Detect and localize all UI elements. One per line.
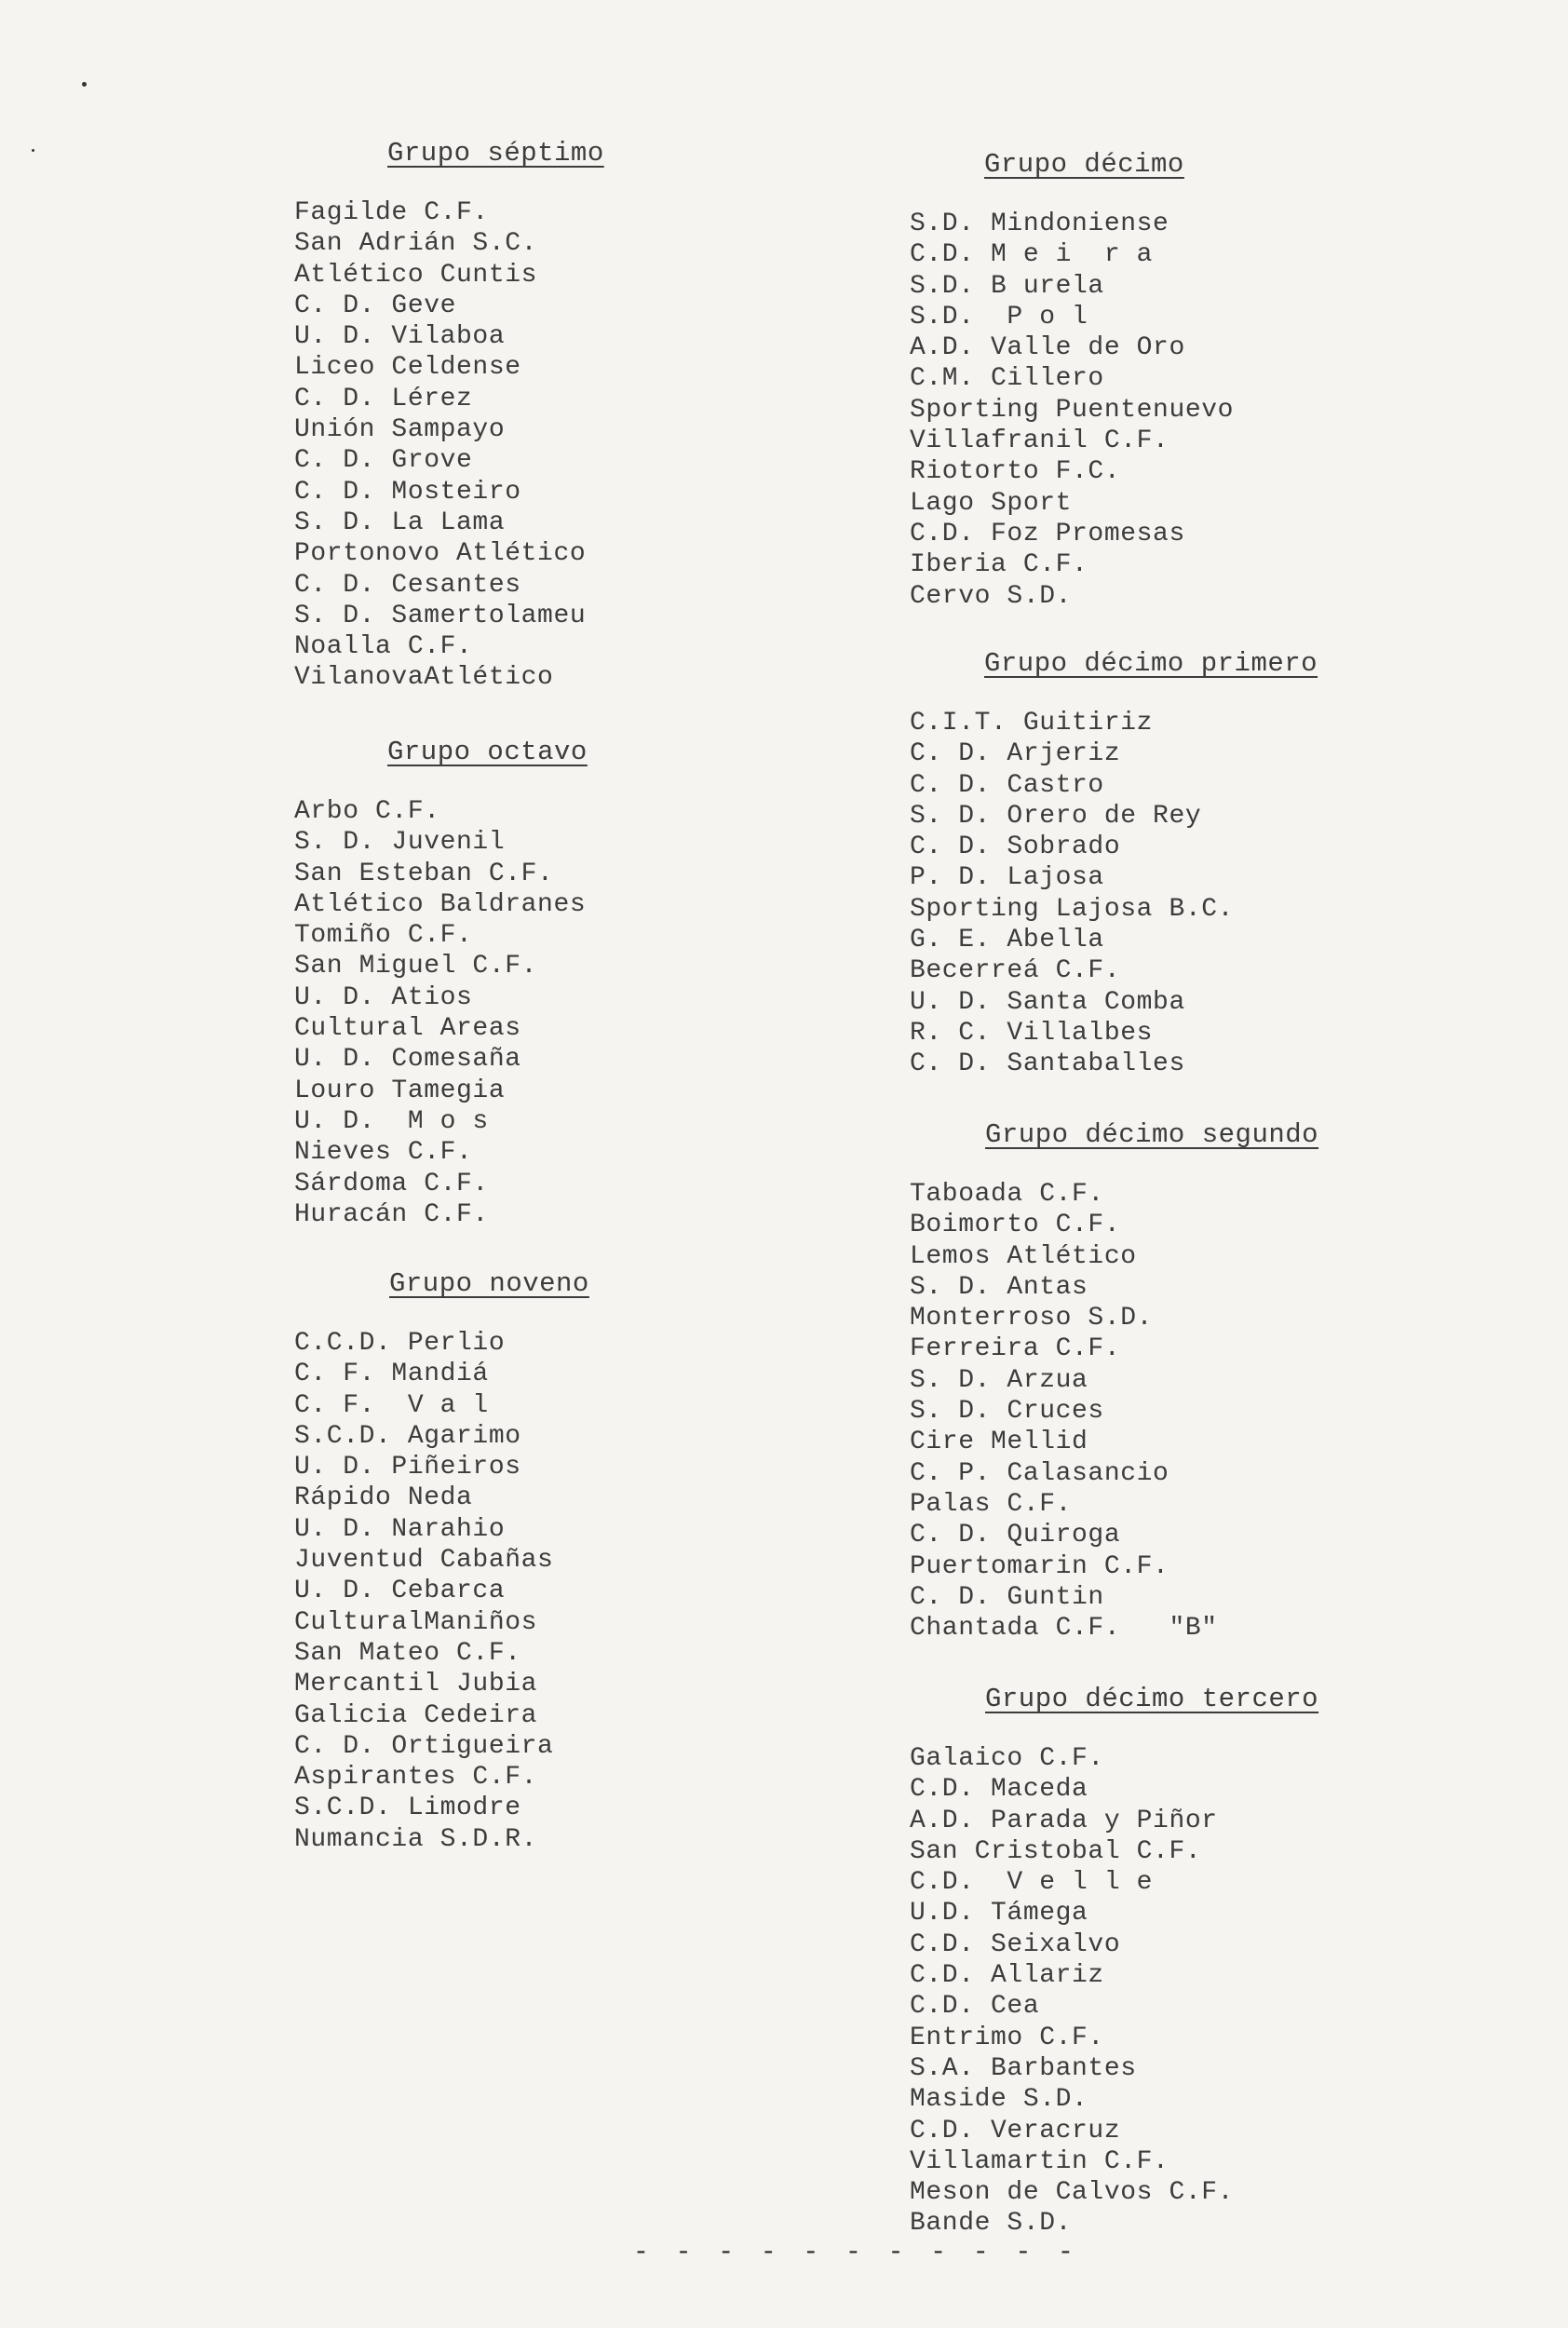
club-entry: Atlético Cuntis bbox=[294, 260, 538, 290]
club-entry: C. F. V a l bbox=[294, 1390, 489, 1420]
club-entry: C.D. Cea bbox=[910, 1992, 1040, 2022]
club-entry: Juventud Cabañas bbox=[294, 1546, 554, 1576]
group-noveno bbox=[294, 1268, 589, 1855]
club-entry: Cultural Areas bbox=[294, 1014, 521, 1044]
club-entry: C. D. Arjeriz bbox=[910, 739, 1121, 769]
club-list bbox=[910, 1179, 1318, 1644]
club-entry: Aspirantes C.F. bbox=[294, 1763, 538, 1793]
club-entry: C. D. Guntin bbox=[910, 1582, 1104, 1612]
group-title: Grupo octavo bbox=[387, 737, 588, 767]
club-entry: C. D. Grove bbox=[294, 446, 473, 476]
club-entry: Numancia S.D.R. bbox=[294, 1824, 538, 1854]
club-entry: S.A. Barbantes bbox=[910, 2053, 1137, 2083]
paper-speck bbox=[82, 82, 87, 87]
club-entry: C. D. Lérez bbox=[294, 384, 473, 413]
group-title: Grupo décimo primero bbox=[984, 648, 1318, 679]
club-entry: G. E. Abella bbox=[910, 926, 1104, 955]
club-entry: C. D. Mosteiro bbox=[294, 477, 521, 507]
club-entry: C. D. Geve bbox=[294, 291, 457, 320]
club-entry: Portonovo Atlético bbox=[294, 539, 587, 569]
club-entry: S.D. P o l bbox=[910, 302, 1088, 332]
club-entry: C.D. M e i r a bbox=[910, 240, 1154, 270]
club-entry: C.D. V e l l e bbox=[910, 1868, 1154, 1898]
club-entry: Puertomarin C.F. bbox=[910, 1551, 1169, 1581]
group-decimo-tercero bbox=[910, 1684, 1318, 2240]
club-entry: U. D. Vilaboa bbox=[294, 322, 506, 352]
club-entry: Villafranil C.F. bbox=[910, 426, 1169, 456]
club-entry: C. D. Cesantes bbox=[294, 570, 521, 600]
group-title: Grupo décimo bbox=[984, 149, 1184, 180]
club-entry: C.M. Cillero bbox=[910, 364, 1104, 394]
club-list bbox=[910, 209, 1234, 612]
club-list bbox=[910, 1743, 1318, 2240]
club-entry: Nieves C.F. bbox=[294, 1138, 473, 1168]
club-entry: U. D. Santa Comba bbox=[910, 987, 1185, 1017]
club-entry: Meson de Calvos C.F. bbox=[910, 2178, 1235, 2208]
club-entry: Sárdoma C.F. bbox=[294, 1169, 489, 1198]
group-decimo bbox=[910, 149, 1234, 612]
club-entry: Bande S.D. bbox=[910, 2209, 1073, 2239]
group-decimo-segundo bbox=[910, 1119, 1318, 1644]
club-entry: U. D. Piñeiros bbox=[294, 1453, 521, 1482]
club-entry: S.C.D. Limodre bbox=[294, 1793, 521, 1823]
club-entry: A.D. Valle de Oro bbox=[910, 333, 1185, 363]
club-entry: S. D. Samertolameu bbox=[294, 601, 587, 630]
club-entry: C.D. Foz Promesas bbox=[910, 519, 1185, 548]
club-entry: C. P. Calasancio bbox=[910, 1458, 1169, 1488]
club-entry: U.D. Támega bbox=[910, 1899, 1088, 1929]
club-entry: Monterroso S.D. bbox=[910, 1304, 1154, 1333]
club-entry: San Miguel C.F. bbox=[294, 952, 538, 981]
club-entry: Mercantil Jubia bbox=[294, 1670, 538, 1699]
paper-speck bbox=[32, 149, 34, 152]
club-entry: Iberia C.F. bbox=[910, 550, 1088, 580]
group-title: Grupo décimo segundo bbox=[985, 1119, 1319, 1150]
club-entry: Tomiño C.F. bbox=[294, 921, 473, 951]
club-entry: C.D. Seixalvo bbox=[910, 1929, 1121, 1959]
club-entry: Louro Tamegia bbox=[294, 1076, 506, 1105]
footer-dashes: - - - - - - - - - - - bbox=[633, 2239, 1079, 2267]
club-entry: S. D. Juvenil bbox=[294, 828, 506, 858]
club-entry: Liceo Celdense bbox=[294, 353, 521, 383]
club-entry: C.C.D. Perlio bbox=[294, 1329, 506, 1358]
group-octavo bbox=[294, 737, 588, 1230]
club-entry: Galicia Cedeira bbox=[294, 1700, 538, 1730]
club-entry: Ferreira C.F. bbox=[910, 1334, 1121, 1364]
club-list bbox=[294, 1328, 589, 1855]
club-entry: Rápido Neda bbox=[294, 1483, 473, 1513]
club-entry: Chantada C.F. "B" bbox=[910, 1614, 1218, 1644]
club-entry: Villamartin C.F. bbox=[910, 2146, 1169, 2176]
club-entry: Sporting Lajosa B.C. bbox=[910, 894, 1235, 924]
club-entry: C. D. Quiroga bbox=[910, 1521, 1121, 1550]
club-entry: Atlético Baldranes bbox=[294, 889, 587, 919]
club-entry: C. D. Castro bbox=[910, 770, 1104, 800]
club-entry: U. D. Comesaña bbox=[294, 1045, 521, 1075]
club-entry: Becerreá C.F. bbox=[910, 956, 1121, 986]
club-entry: S.D. Mindoniense bbox=[910, 210, 1169, 238]
club-entry: Boimorto C.F. bbox=[910, 1211, 1121, 1240]
club-entry: S. D. La Lama bbox=[294, 508, 506, 537]
club-entry: Entrimo C.F. bbox=[910, 2023, 1104, 2052]
club-entry: Unión Sampayo bbox=[294, 415, 506, 445]
club-entry: C.D. Allariz bbox=[910, 1961, 1104, 1991]
club-entry: Maside S.D. bbox=[910, 2085, 1088, 2115]
group-title: Grupo séptimo bbox=[387, 138, 604, 169]
club-entry: San Mateo C.F. bbox=[294, 1638, 521, 1668]
club-entry: S.C.D. Agarimo bbox=[294, 1421, 521, 1451]
club-entry: S. D. Antas bbox=[910, 1272, 1088, 1302]
club-entry: C. F. Mandiá bbox=[294, 1360, 489, 1389]
club-entry: San Esteban C.F. bbox=[294, 859, 554, 888]
club-entry: San Cristobal C.F. bbox=[910, 1836, 1202, 1866]
club-entry: U. D. Narahio bbox=[294, 1514, 506, 1544]
club-entry: Lago Sport bbox=[910, 488, 1073, 518]
club-entry: C. D. Sobrado bbox=[910, 832, 1121, 862]
club-entry: C.I.T. Guitiriz bbox=[910, 709, 1154, 738]
club-entry: Riotorto F.C. bbox=[910, 457, 1121, 487]
club-entry: P. D. Lajosa bbox=[910, 863, 1104, 893]
club-entry: VilanovaAtlético bbox=[294, 663, 554, 693]
group-title: Grupo décimo tercero bbox=[985, 1684, 1319, 1714]
club-entry: Arbo C.F. bbox=[294, 797, 440, 826]
club-entry: S.D. B urela bbox=[910, 271, 1104, 301]
club-entry: R. C. Villalbes bbox=[910, 1018, 1154, 1048]
club-entry: S. D. Cruces bbox=[910, 1397, 1104, 1427]
club-entry: Galaico C.F. bbox=[910, 1744, 1104, 1773]
club-entry: C.D. Maceda bbox=[910, 1775, 1088, 1805]
club-entry: C.D. Veracruz bbox=[910, 2116, 1121, 2145]
club-entry: Taboada C.F. bbox=[910, 1180, 1104, 1209]
club-entry: S. D. Arzua bbox=[910, 1365, 1088, 1395]
club-entry: Noalla C.F. bbox=[294, 632, 473, 662]
club-entry: C. D. Santaballes bbox=[910, 1049, 1185, 1079]
club-entry: Palas C.F. bbox=[910, 1489, 1073, 1519]
club-entry: U. D. Cebarca bbox=[294, 1577, 506, 1606]
club-entry: Sporting Puentenuevo bbox=[910, 395, 1235, 425]
club-entry: Cervo S.D. bbox=[910, 581, 1073, 611]
club-list bbox=[910, 708, 1318, 1080]
club-list bbox=[294, 197, 604, 694]
club-entry: San Adrián S.C. bbox=[294, 229, 538, 259]
club-entry: Fagilde C.F. bbox=[294, 198, 489, 227]
club-entry: Huracán C.F. bbox=[294, 1199, 489, 1229]
club-entry: S. D. Orero de Rey bbox=[910, 801, 1202, 831]
club-entry: U. D. M o s bbox=[294, 1106, 489, 1136]
group-title: Grupo noveno bbox=[389, 1268, 589, 1299]
club-entry: C. D. Ortigueira bbox=[294, 1731, 554, 1761]
club-entry: CulturalManiños bbox=[294, 1607, 538, 1637]
club-entry: Lemos Atlético bbox=[910, 1241, 1137, 1271]
group-septimo bbox=[294, 138, 604, 694]
club-entry: Cire Mellid bbox=[910, 1428, 1088, 1457]
club-list bbox=[294, 796, 588, 1230]
club-entry: U. D. Atios bbox=[294, 982, 473, 1012]
group-decimo-primero bbox=[910, 648, 1318, 1080]
club-entry: A.D. Parada y Piñor bbox=[910, 1806, 1218, 1835]
